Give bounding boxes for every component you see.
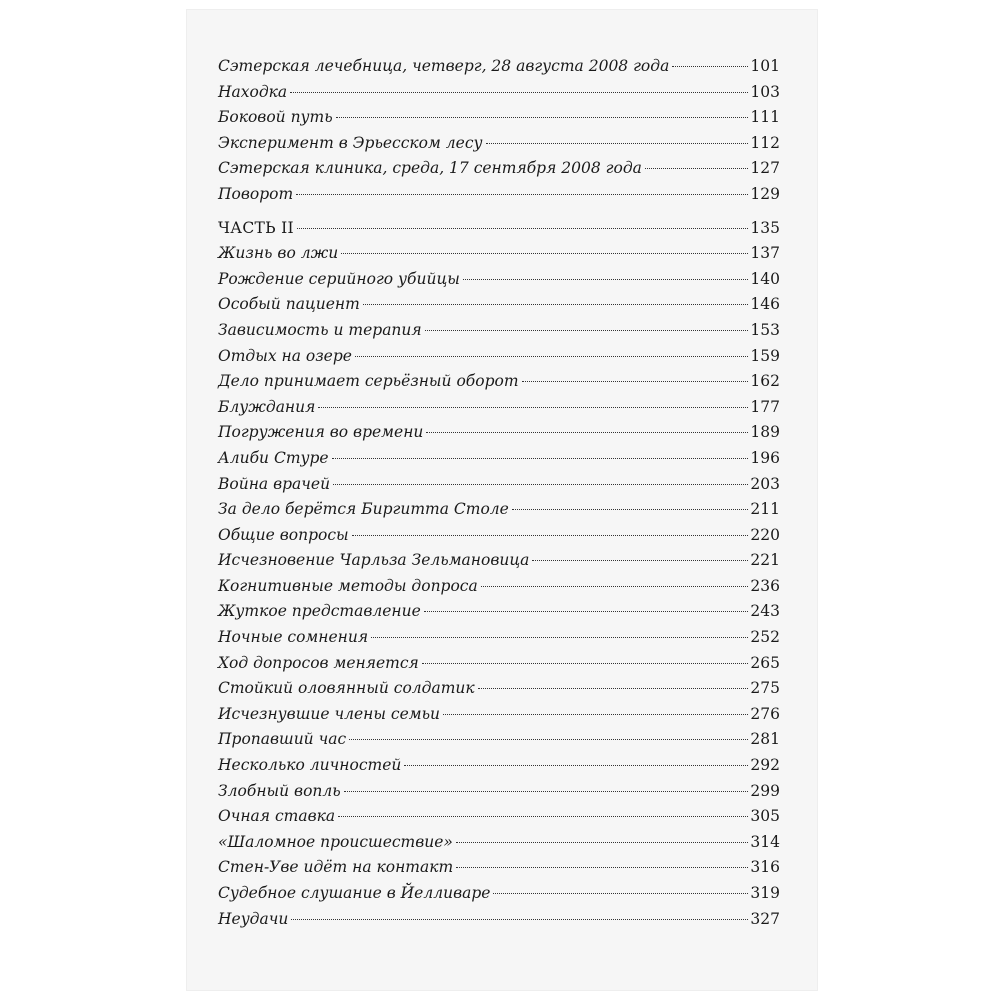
toc-entry-title: Находка bbox=[218, 82, 288, 101]
toc-entry bbox=[218, 574, 780, 600]
dot-leader bbox=[478, 688, 749, 689]
toc-entry bbox=[218, 267, 780, 293]
toc-entry bbox=[218, 907, 780, 933]
dot-leader bbox=[456, 842, 749, 843]
toc-entry bbox=[218, 241, 780, 267]
toc-entry-title: Дело принимает серьёзный оборот bbox=[218, 372, 519, 391]
toc-entry bbox=[218, 395, 780, 421]
section-gap bbox=[218, 208, 780, 216]
dot-leader bbox=[371, 637, 748, 638]
dot-leader bbox=[349, 739, 748, 740]
dot-leader bbox=[425, 330, 749, 331]
dot-leader bbox=[486, 143, 749, 144]
dot-leader bbox=[290, 92, 748, 93]
dot-leader bbox=[344, 791, 749, 792]
toc-entry-page: 111 bbox=[750, 108, 780, 127]
toc-entry-title: Эксперимент в Эрьесском лесу bbox=[218, 133, 483, 152]
toc-entry bbox=[218, 318, 780, 344]
toc-part-title: ЧАСТЬ II bbox=[218, 218, 294, 237]
dot-leader bbox=[336, 117, 749, 118]
toc-entry-page: 159 bbox=[750, 346, 780, 365]
toc-entry bbox=[218, 702, 780, 728]
toc-entry bbox=[218, 779, 780, 805]
toc-entry-page: 316 bbox=[750, 858, 780, 877]
toc-entry-page: 243 bbox=[750, 602, 780, 621]
toc-entry bbox=[218, 54, 780, 80]
toc-entry bbox=[218, 472, 780, 498]
toc-entry-page: 189 bbox=[750, 423, 780, 442]
dot-leader bbox=[456, 867, 748, 868]
dot-leader bbox=[522, 381, 749, 382]
toc-entry-page: 162 bbox=[750, 372, 780, 391]
toc-entry-page: 292 bbox=[750, 756, 780, 775]
toc-entry bbox=[218, 344, 780, 370]
dot-leader bbox=[363, 304, 749, 305]
toc-entry bbox=[218, 753, 780, 779]
dot-leader bbox=[481, 586, 749, 587]
toc-entry bbox=[218, 548, 780, 574]
toc-entry-title: Война врачей bbox=[218, 474, 331, 493]
toc-entry bbox=[218, 625, 780, 651]
dot-leader bbox=[333, 484, 748, 485]
toc-part-heading bbox=[218, 216, 780, 242]
dot-leader bbox=[422, 663, 749, 664]
toc-entry-page: 137 bbox=[750, 244, 780, 263]
toc-entry-page: 112 bbox=[750, 133, 780, 152]
toc-entry bbox=[218, 420, 780, 446]
toc-entry-page: 140 bbox=[750, 269, 780, 288]
dot-leader bbox=[341, 253, 748, 254]
toc-entry bbox=[218, 105, 780, 131]
dot-leader bbox=[291, 919, 748, 920]
toc-entry-title: Блуждания bbox=[218, 397, 316, 416]
toc-entry bbox=[218, 80, 780, 106]
dot-leader bbox=[352, 535, 749, 536]
toc-entry-page: 203 bbox=[750, 474, 780, 493]
toc-entry-page: 236 bbox=[750, 576, 780, 595]
dot-leader bbox=[297, 228, 748, 229]
toc-entry-title: Жуткое представление bbox=[218, 602, 421, 621]
dot-leader bbox=[355, 356, 748, 357]
toc-entry-title: Боковой путь bbox=[218, 108, 333, 127]
toc-entry bbox=[218, 446, 780, 472]
toc-entry-title: Несколько личностей bbox=[218, 756, 402, 775]
toc-entry bbox=[218, 131, 780, 157]
toc-entry bbox=[218, 156, 780, 182]
toc-entry-page: 135 bbox=[750, 218, 780, 237]
toc-entry-title: Ход допросов меняется bbox=[218, 653, 419, 672]
toc-entry bbox=[218, 830, 780, 856]
toc-entry-page: 275 bbox=[750, 679, 780, 698]
toc-entry-title: Поворот bbox=[218, 184, 294, 203]
toc-entry-page: 281 bbox=[750, 730, 780, 749]
dot-leader bbox=[645, 168, 749, 169]
toc-entry bbox=[218, 676, 780, 702]
dot-leader bbox=[493, 893, 748, 894]
toc-entry-page: 305 bbox=[750, 807, 780, 826]
toc-entry-title: Стен-Уве идёт на контакт bbox=[218, 858, 454, 877]
toc-entry bbox=[218, 727, 780, 753]
toc-entry bbox=[218, 182, 780, 208]
toc-entry-title: Пропавший час bbox=[218, 730, 347, 749]
dot-leader bbox=[338, 816, 748, 817]
toc-entry-title: Рождение серийного убийцы bbox=[218, 269, 460, 288]
toc-entry-title: Стойкий оловянный солдатик bbox=[218, 679, 475, 698]
toc-entry-page: 101 bbox=[750, 57, 780, 75]
toc-entry-title: Особый пациент bbox=[218, 295, 360, 314]
toc-entry-title: Очная ставка bbox=[218, 807, 336, 826]
toc-entry-page: 327 bbox=[750, 909, 780, 928]
toc-entry-page: 252 bbox=[750, 628, 780, 647]
toc-entry-title: Сэтерская клиника, среда, 17 сентября 2008 года bbox=[218, 159, 642, 178]
toc-entry-title: Ночные сомнения bbox=[218, 628, 369, 647]
toc-entry bbox=[218, 855, 780, 881]
toc-entry-page: 211 bbox=[750, 500, 780, 519]
dot-leader bbox=[443, 714, 748, 715]
toc-entry-page: 314 bbox=[750, 832, 780, 851]
toc-entry-page: 196 bbox=[750, 448, 780, 467]
toc-entry bbox=[218, 804, 780, 830]
toc-entry-title: Сэтерская лечебница, четверг, 28 августа 2008 года bbox=[218, 57, 670, 75]
toc-entry-title: Жизнь во лжи bbox=[218, 244, 339, 263]
toc-entry-page: 221 bbox=[750, 551, 780, 570]
dot-leader bbox=[296, 194, 748, 195]
toc-entry-title: Злобный вопль bbox=[218, 781, 341, 800]
toc-entry-title: Алиби Стуре bbox=[218, 448, 329, 467]
toc-entry bbox=[218, 881, 780, 907]
dot-leader bbox=[318, 407, 748, 408]
toc-entry-page: 319 bbox=[750, 884, 780, 902]
toc-entry-title: Исчезновение Чарльза Зельмановица bbox=[218, 551, 530, 570]
toc-entry bbox=[218, 497, 780, 523]
toc-entry-page: 129 bbox=[750, 184, 780, 203]
toc-entry-page: 146 bbox=[750, 295, 780, 314]
toc-entry-title: Неудачи bbox=[218, 909, 289, 928]
dot-leader bbox=[532, 560, 748, 561]
table-of-contents bbox=[218, 54, 780, 932]
toc-entry-title: «Шаломное происшествие» bbox=[218, 832, 453, 851]
toc-entry-title: Исчезнувшие члены семьи bbox=[218, 704, 441, 723]
toc-entry-title: За дело берётся Биргитта Столе bbox=[218, 500, 509, 519]
toc-entry-page: 103 bbox=[750, 82, 780, 101]
toc-entry-page: 153 bbox=[750, 320, 780, 339]
dot-leader bbox=[463, 279, 749, 280]
dot-leader bbox=[404, 765, 748, 766]
toc-entry-title: Зависимость и терапия bbox=[218, 320, 422, 339]
toc-entry-title: Общие вопросы bbox=[218, 525, 349, 544]
toc-entry-title: Отдых на озере bbox=[218, 346, 352, 365]
toc-entry bbox=[218, 292, 780, 318]
toc-entry bbox=[218, 369, 780, 395]
toc-entry-title: Судебное слушание в Йелливаре bbox=[218, 884, 491, 902]
toc-entry bbox=[218, 523, 780, 549]
toc-entry bbox=[218, 651, 780, 677]
toc-entry-title: Когнитивные методы допроса bbox=[218, 576, 478, 595]
toc-entry-page: 276 bbox=[750, 704, 780, 723]
toc-entry-page: 177 bbox=[750, 397, 780, 416]
toc-entry-page: 220 bbox=[750, 525, 780, 544]
dot-leader bbox=[512, 509, 749, 510]
toc-entry-title: Погружения во времени bbox=[218, 423, 424, 442]
dot-leader bbox=[424, 611, 749, 612]
dot-leader bbox=[672, 66, 748, 67]
toc-entry-page: 299 bbox=[750, 781, 780, 800]
dot-leader bbox=[426, 432, 748, 433]
toc-entry-page: 265 bbox=[750, 653, 780, 672]
toc-entry bbox=[218, 599, 780, 625]
toc-entry-page: 127 bbox=[750, 159, 780, 178]
dot-leader bbox=[332, 458, 749, 459]
